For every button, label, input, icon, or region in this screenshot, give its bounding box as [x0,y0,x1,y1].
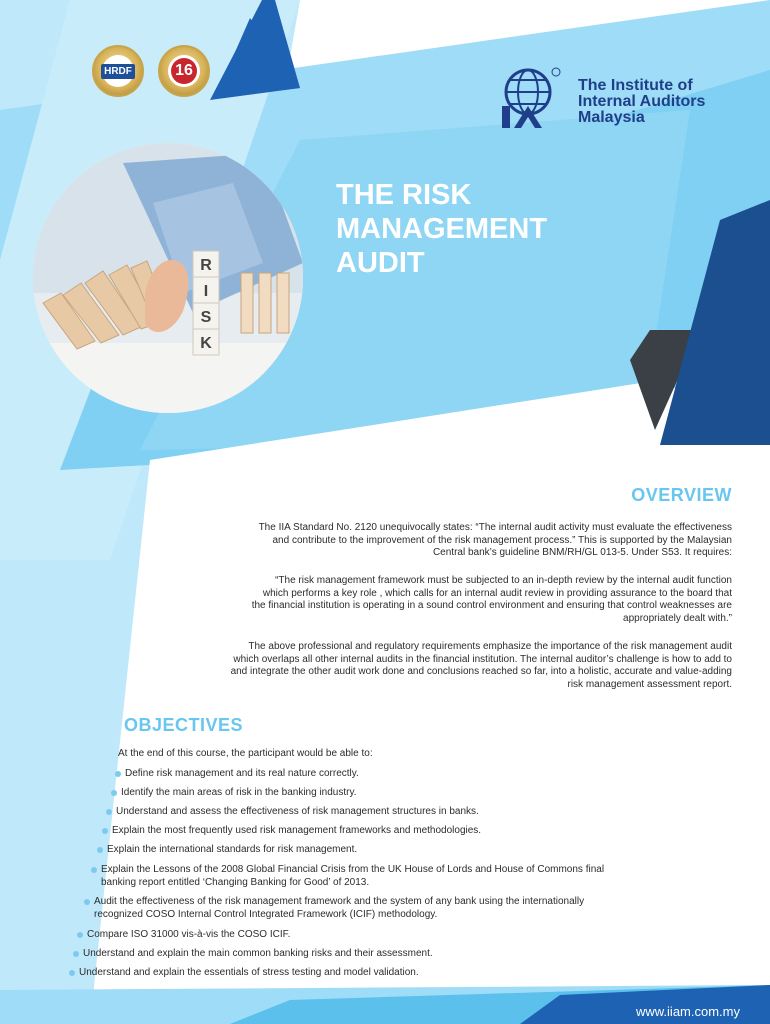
organization-line-2: Internal Auditors [578,93,706,110]
overview-p2-line: which performs a key role , which calls for an internal audit review in providing assurance to the board that [262,587,732,599]
objectives-intro: At the end of this course, the participant would be able to: [118,748,373,759]
objective-line: Identify the main areas of risk in the banking industry. [121,787,357,798]
risk-letter-s: S [200,309,212,326]
title-line-3: AUDIT [336,247,425,279]
objective-item [83,948,433,961]
objective-line: Compare ISO 31000 vis-à-vis the COSO ICIF. [87,929,291,940]
bullet-dot [73,951,79,957]
website-link[interactable]: www.iiam.com.my [635,1004,740,1019]
iia-globe-logo [502,66,576,130]
bullet-dot [91,867,97,873]
risk-cubes [193,251,219,355]
hrdf-label: HRDF [101,64,135,79]
objective-item [121,787,357,800]
overview-p1-line: and contribute to the improvement of the risk management process.” This is supported by the Malaysian [272,534,732,546]
objective-line: Understand and explain the main common banking risks and their assessment. [83,948,433,959]
objective-line: Explain the international standards for risk management. [107,844,358,855]
bullet-dot [77,932,83,938]
organization-line-3: Malaysia [578,109,645,126]
title-line-1: THE RISK [336,179,472,211]
overview-p2-line: “The risk management framework must be subjected to an in-depth review by the internal audit function [275,575,732,586]
organization-name [578,78,705,126]
objective-line: banking report entitled ‘Changing Banking for Good’ of 2013. [101,876,370,888]
overview-p2-line: the financial institution is operating in a sound control environment and ensuring that control weaknesses are [251,600,732,611]
organization-line-1: The Institute of [578,77,693,94]
overview-p3-line: and integrate the other audit work done and conclusions reached so far, into a holistic, accurate and value-adding [230,666,732,677]
bullet-dot [106,809,112,815]
risk-blocks-illustration [33,143,303,413]
hrdf-badge [92,45,144,97]
title-line-2: MANAGEMENT [336,213,548,245]
objective-item [101,864,604,889]
objective-line: Explain the most frequently used risk management frameworks and methodologies. [112,825,482,836]
objective-item [112,825,481,838]
objective-line: Explain the Lessons of the 2008 Global Financial Crisis from the UK House of Lords and House of Commons final [101,864,605,875]
objective-item [87,929,290,942]
bg-white-wedge [90,380,770,1024]
bullet-dot [69,970,75,976]
objective-item [79,967,419,980]
sixteen-years-badge [158,45,210,97]
objective-line: Define risk management and its real nature correctly. [125,768,359,779]
objective-item [116,806,479,819]
objective-item [94,896,584,921]
objectives-heading: OBJECTIVES [124,715,244,735]
bullet-dot [97,847,103,853]
bullet-dot [102,828,108,834]
sixteen-label: 16 [171,58,197,84]
page-title [336,178,636,280]
bullet-dot [115,771,121,777]
overview-p1-line: Central bank’s guideline BNM/RH/GL 013-5. Under S53. It requires: [432,547,732,558]
bullet-dot [84,899,90,905]
overview-paragraph-1 [132,522,732,560]
overview-paragraph-3 [132,641,732,691]
overview-p1-line: The IIA Standard No. 2120 unequivocally states: “The internal audit activity must evaluate the effectiveness [258,522,732,533]
overview-p2-line: appropriately dealt with.” [623,612,732,624]
overview-p3-line: risk management assessment report. [567,678,732,690]
hero-photo [33,143,303,413]
objective-line: Understand and explain the essentials of stress testing and model validation. [79,967,419,978]
overview-paragraph-2 [132,575,732,625]
objective-line: Understand and assess the effectiveness of risk management structures in banks. [116,806,479,817]
objective-line: recognized COSO Internal Control Integrated Framework (ICIF) methodology. [94,908,438,920]
overview-heading: OVERVIEW [631,485,732,505]
bullet-dot [111,790,117,796]
risk-letter-k: K [200,335,212,352]
overview-p3-line: The above professional and regulatory requirements emphasize the importance of the risk management audit [248,641,732,652]
objective-line: Audit the effectiveness of the risk management framework and the system of any bank using the internationally [94,896,585,907]
objective-item [125,768,359,781]
risk-letter-r: R [200,257,212,274]
overview-p3-line: which overlaps all other internal audits in the financial institution. The internal auditor’s challenge is how to add to [233,653,732,665]
objective-item [107,844,357,857]
risk-letter-i: I [203,283,209,300]
